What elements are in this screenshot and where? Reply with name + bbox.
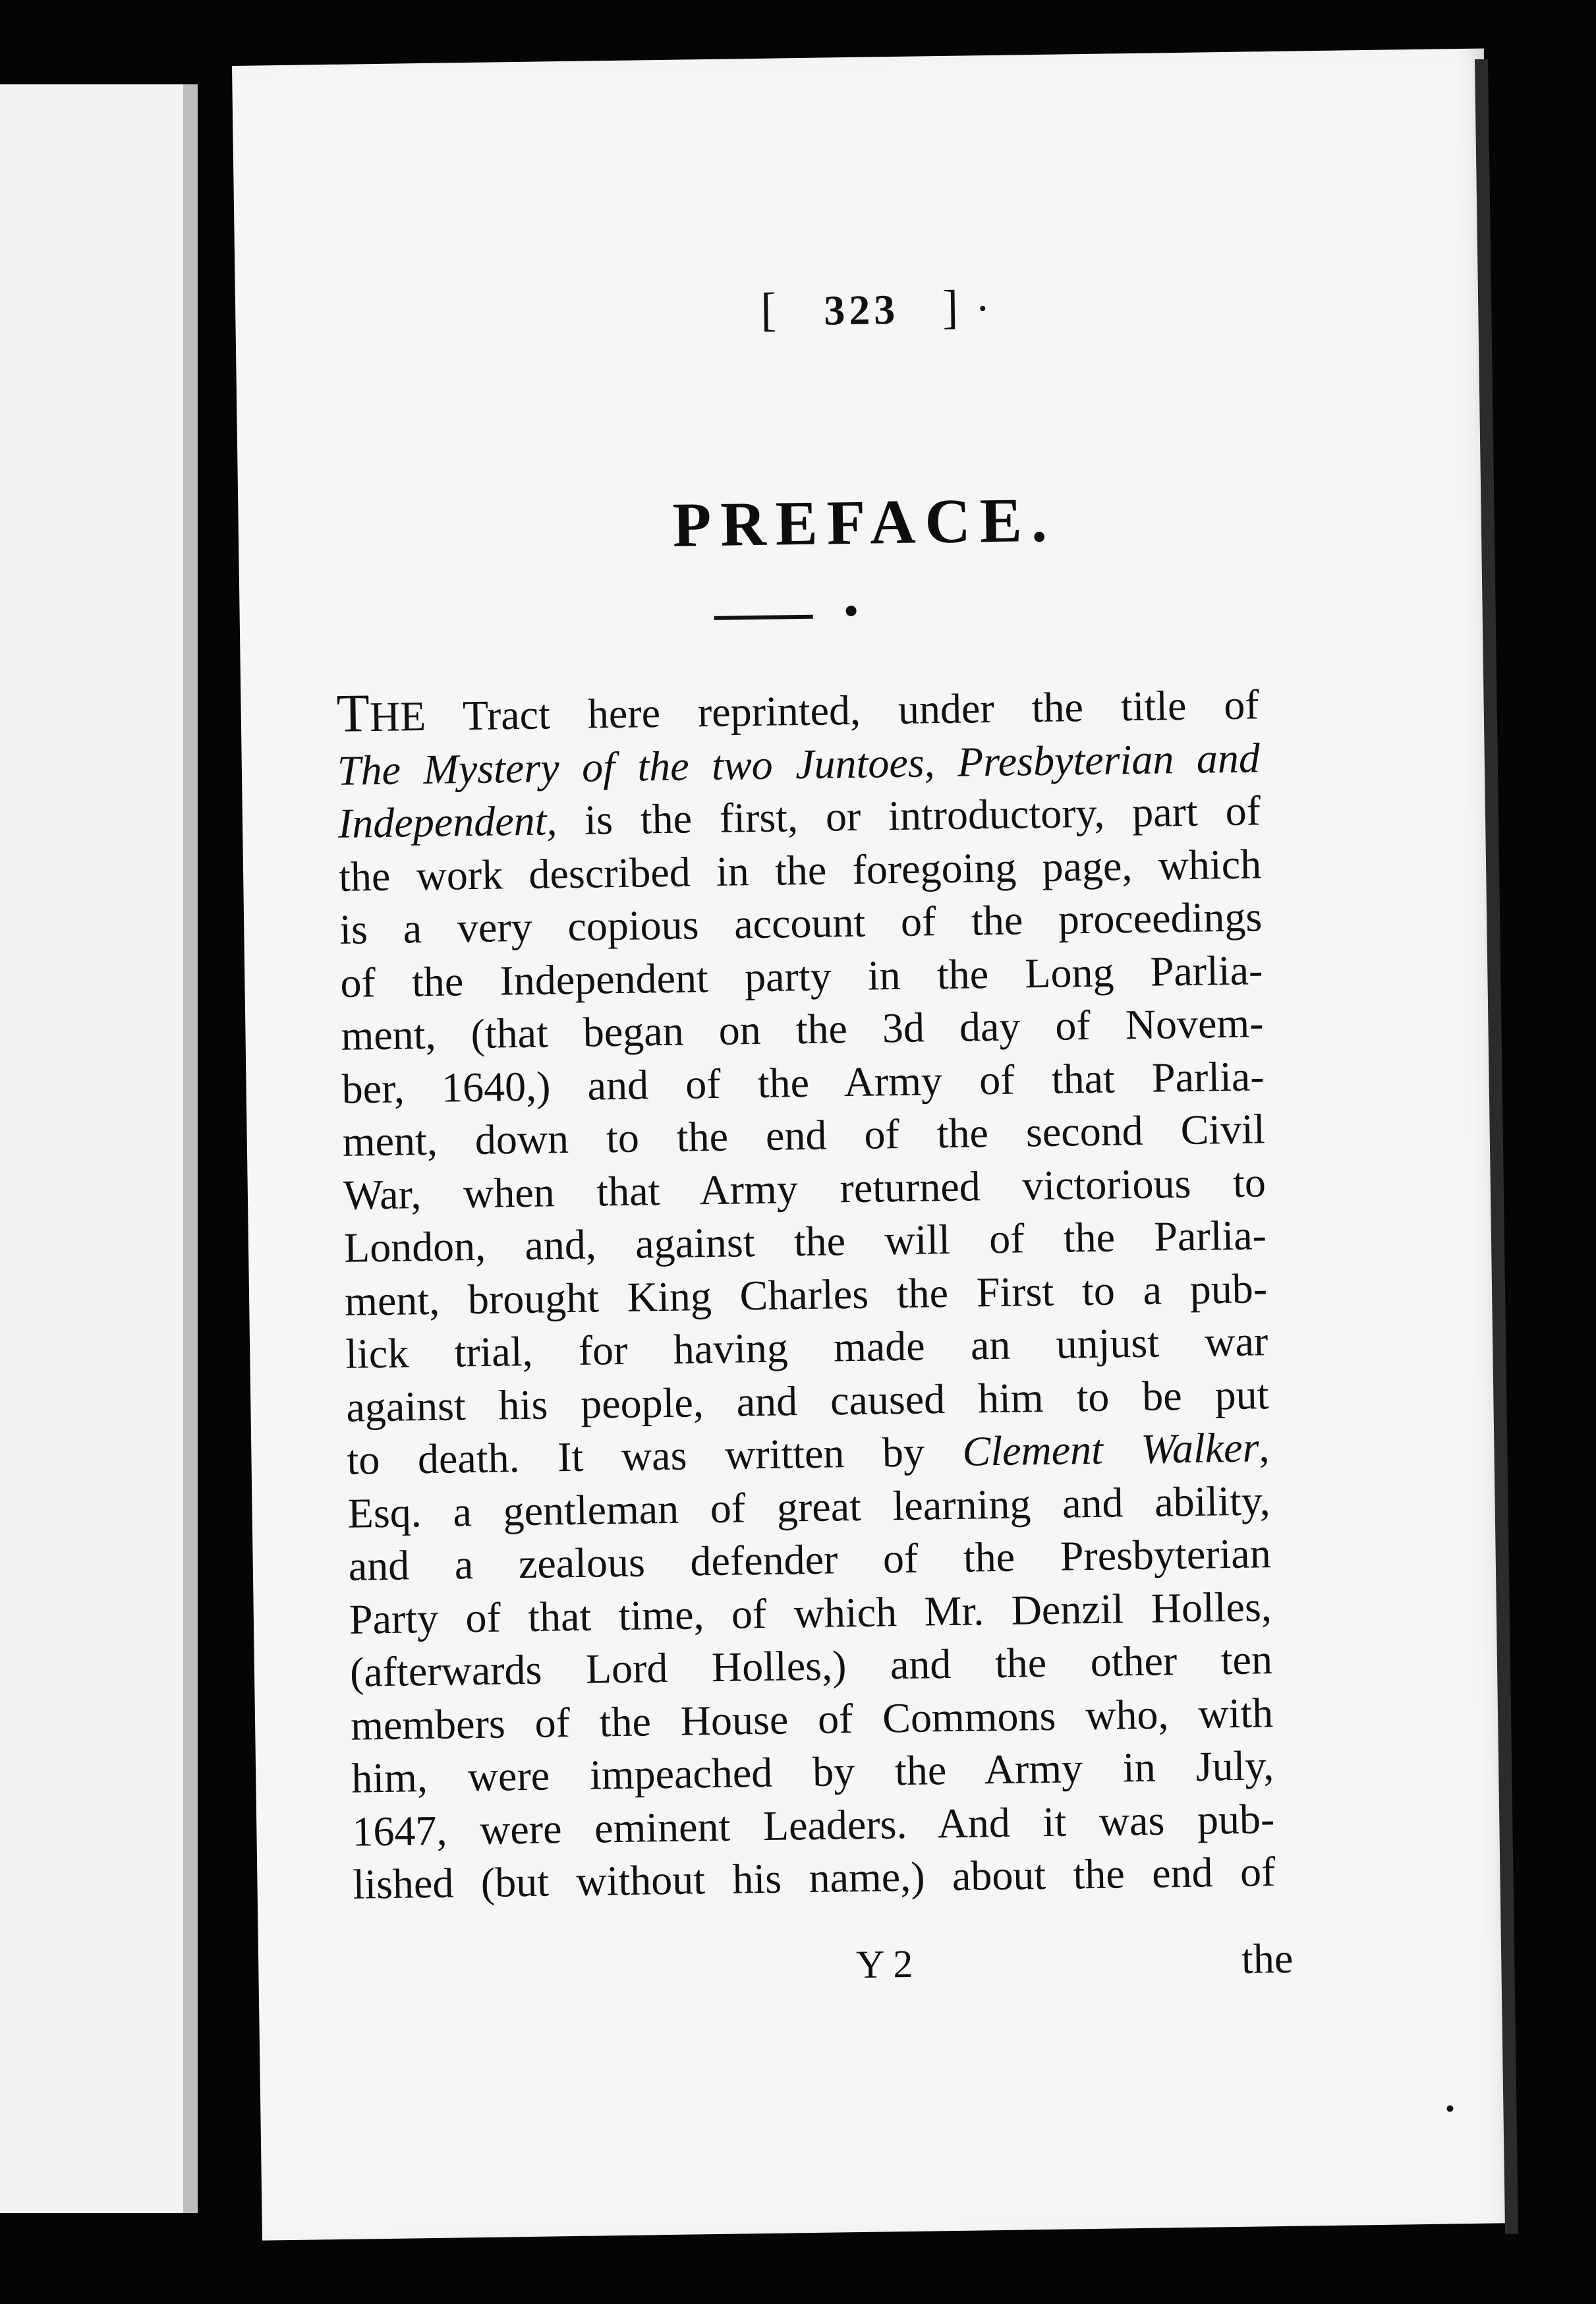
body-line: Party of that time, of which Mr. Denzil Holles, (349, 1582, 1272, 1643)
body-line: THE Tract here reprinted, under the title of (336, 681, 1260, 743)
catchword: the (1241, 1934, 1294, 1982)
body-line: lick trial, for having made an unjust war (345, 1317, 1268, 1377)
body-line: War, when that Army returned victorious to (343, 1158, 1267, 1219)
body-line: (afterwards Lord Holles,) and the other ten (349, 1636, 1273, 1696)
body-line: lished (but without his name,) about the end of (353, 1848, 1276, 1908)
body-line: London, and, against the will of the Parlia- (343, 1211, 1267, 1271)
body-line: against his people, and caused him to be put (345, 1370, 1269, 1431)
print-specks (232, 48, 1484, 66)
previous-page-edge (183, 84, 198, 2213)
body-line: 1647, were eminent Leaders. And it was pub- (351, 1795, 1275, 1855)
body-line: the work described in the foregoing page, which (338, 840, 1262, 900)
page-title: PREFACE. (671, 484, 1057, 560)
body-line: him, were impeached by the Army in July, (351, 1742, 1274, 1802)
page-header (235, 272, 1488, 345)
signature-mark: Y 2 (855, 1942, 913, 1987)
body-line: ber, 1640,) and of the Army of that Parlia- (341, 1052, 1265, 1112)
body-line: Independent, is the first, or introductory, part of (337, 787, 1261, 847)
book-page (232, 48, 1514, 2240)
page-number: 323 (823, 285, 899, 334)
body-text (336, 674, 1276, 1911)
header-right-bracket: ] (942, 280, 963, 333)
header-left-bracket: [ (760, 283, 781, 336)
body-line: ment, down to the end of the second Civil (342, 1105, 1266, 1165)
body-line: ment, brought King Charles the First to a pub- (344, 1264, 1268, 1325)
body-line: of the Independent party in the Long Parlia- (339, 946, 1263, 1006)
body-line: ment, (that began on the 3d day of Novem- (341, 999, 1264, 1059)
body-line: to death. It was written by Clement Walker, (347, 1424, 1270, 1483)
body-line: The Mystery of the two Juntoes, Presbyterian and (337, 734, 1261, 794)
title-divider-dot (846, 606, 857, 616)
title-divider-rule (714, 615, 813, 620)
body-line: and a zealous defender of the Presbyterian (348, 1530, 1272, 1590)
previous-page (0, 84, 198, 2213)
body-line: is a very copious account of the proceedings (339, 893, 1263, 953)
body-line: members of the House of Commons who, with (350, 1688, 1274, 1749)
body-line: Esq. a gentleman of great learning and ability, (347, 1476, 1271, 1537)
